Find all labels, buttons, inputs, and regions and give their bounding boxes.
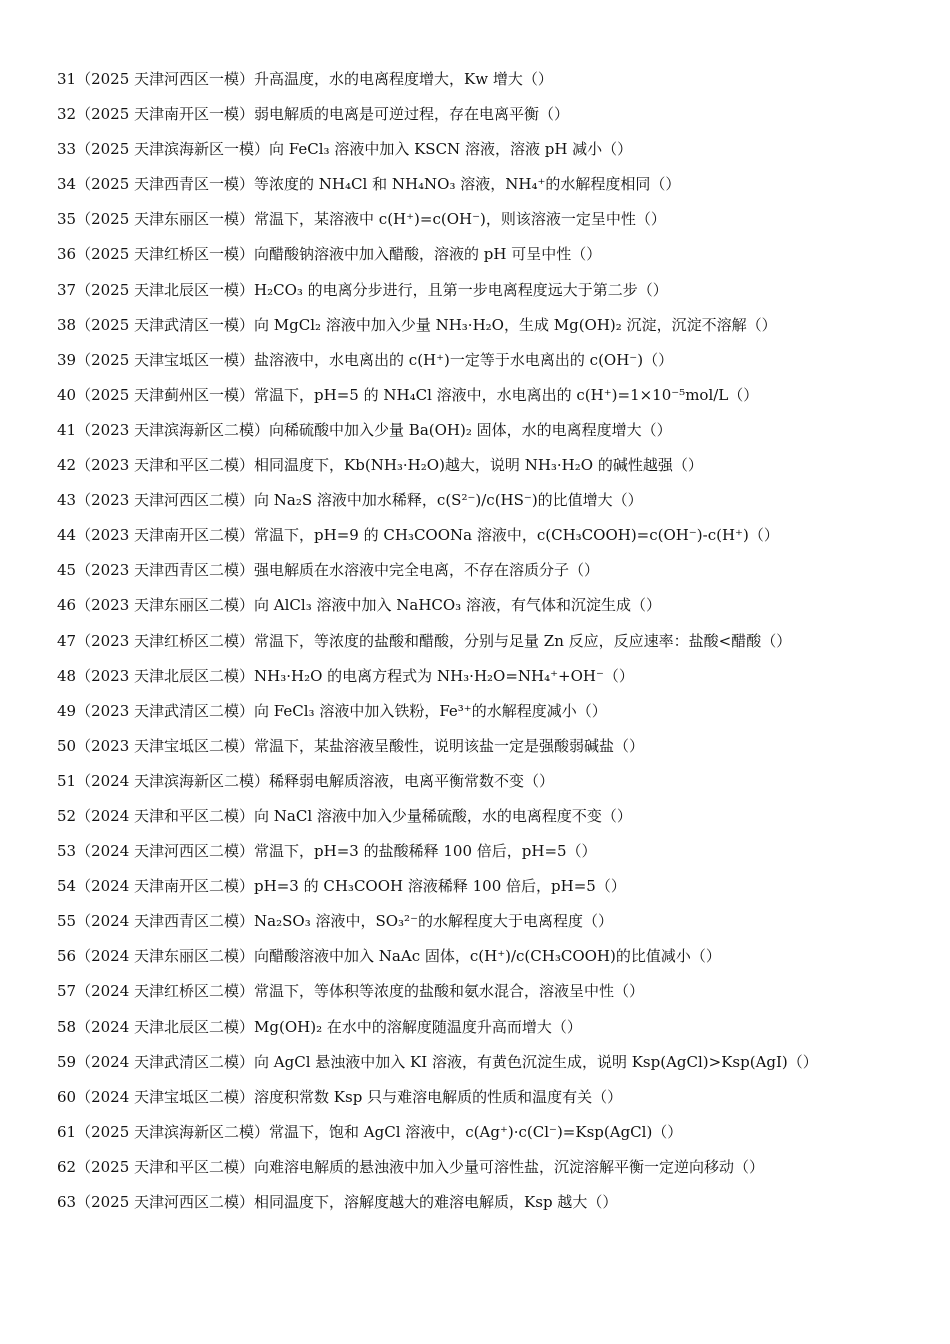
question-text: （2023 天津南开区二模）常温下，pH=9 的 CH₃COONa 溶液中，c(CH₃COOH)=c(OH⁻)-c(H⁺)（） bbox=[76, 526, 779, 545]
question-text: （2025 天津河西区一模）升高温度，水的电离程度增大，Kw 增大（） bbox=[76, 70, 553, 88]
question-text: （2024 天津红桥区二模）常温下，等体积等浓度的盐酸和氨水混合，溶液呈中性（） bbox=[76, 982, 645, 1001]
question-number: 60 bbox=[57, 1087, 77, 1106]
question-text: （2024 天津东丽区二模）向醋酸溶液中加入 NaAc 固体，c(H⁺)/c(CH₃COOH)的比值减小（） bbox=[76, 947, 721, 966]
question-text: （2023 天津滨海新区二模）向稀硫酸中加入少量 Ba(OH)₂ 固体，水的电离程度增大（） bbox=[76, 420, 672, 439]
question-item bbox=[57, 242, 917, 277]
question-item bbox=[57, 1085, 917, 1120]
question-number: 47 bbox=[57, 631, 77, 650]
question-text: （2023 天津宝坻区二模）常温下，某盐溶液呈酸性，说明该盐一定是强酸弱碱盐（） bbox=[76, 736, 645, 755]
question-list bbox=[57, 67, 917, 1225]
question-item bbox=[57, 1120, 917, 1155]
question-item bbox=[57, 804, 917, 839]
question-text: （2025 天津滨海新区一模）向 FeCl₃ 溶液中加入 KSCN 溶液，溶液 pH 减小（） bbox=[76, 140, 633, 159]
question-item bbox=[57, 172, 917, 207]
question-item bbox=[57, 558, 917, 593]
question-number: 58 bbox=[57, 1017, 77, 1036]
question-number: 61 bbox=[57, 1122, 77, 1141]
question-text: （2023 天津河西区二模）向 Na₂S 溶液中加水稀释，c(S²⁻)/c(HS⁻)的比值增大（） bbox=[76, 491, 643, 510]
question-number: 45 bbox=[57, 561, 77, 580]
question-item bbox=[57, 664, 917, 699]
question-number: 53 bbox=[57, 842, 77, 861]
question-item bbox=[57, 909, 917, 944]
question-number: 46 bbox=[57, 596, 77, 615]
question-item bbox=[57, 1050, 917, 1085]
question-number: 32 bbox=[57, 105, 77, 124]
question-item bbox=[57, 313, 917, 348]
question-text: （2023 天津北辰区二模）NH₃·H₂O 的电离方程式为 NH₃·H₂O=NH₄⁺+OH⁻（） bbox=[76, 666, 634, 685]
question-number: 55 bbox=[57, 912, 77, 931]
question-number: 56 bbox=[57, 947, 77, 966]
question-text: （2023 天津西青区二模）强电解质在水溶液中完全电离，不存在溶质分子（） bbox=[76, 561, 600, 580]
question-text: （2025 天津北辰区一模）H₂CO₃ 的电离分步进行，且第一步电离程度远大于第二步（） bbox=[76, 280, 668, 299]
question-text: （2024 天津宝坻区二模）溶度积常数 Ksp 只与难溶电解质的性质和温度有关（） bbox=[76, 1087, 623, 1106]
question-text: （2024 天津北辰区二模）Mg(OH)₂ 在水中的溶解度随温度升高而增大（） bbox=[76, 1017, 582, 1036]
question-text: （2023 天津红桥区二模）常温下，等浓度的盐酸和醋酸，分别与足量 Zn 反应，反应速率：盐酸<醋酸（） bbox=[76, 631, 792, 650]
question-item bbox=[57, 523, 917, 558]
question-number: 33 bbox=[57, 140, 77, 159]
question-text: （2023 天津东丽区二模）向 AlCl₃ 溶液中加入 NaHCO₃ 溶液，有气体和沉淀生成（） bbox=[76, 596, 661, 615]
question-text: （2025 天津和平区二模）向难溶电解质的悬浊液中加入少量可溶性盐，沉淀溶解平衡一定逆向移动（） bbox=[76, 1157, 765, 1176]
question-text: （2023 天津和平区二模）相同温度下，Kb(NH₃·H₂O)越大，说明 NH₃·H₂O 的碱性越强（） bbox=[76, 456, 703, 475]
question-text: （2025 天津红桥区一模）向醋酸钠溶液中加入醋酸，溶液的 pH 可呈中性（） bbox=[76, 245, 602, 264]
question-item bbox=[57, 418, 917, 453]
question-number: 63 bbox=[57, 1193, 77, 1211]
question-text: （2025 天津南开区一模）弱电解质的电离是可逆过程，存在电离平衡（） bbox=[76, 105, 570, 124]
question-number: 41 bbox=[57, 420, 77, 439]
question-number: 37 bbox=[57, 280, 77, 299]
question-item bbox=[57, 734, 917, 769]
question-number: 59 bbox=[57, 1052, 77, 1071]
question-item bbox=[57, 102, 917, 137]
question-text: （2023 天津武清区二模）向 FeCl₃ 溶液中加入铁粉，Fe³⁺的水解程度减小（） bbox=[76, 701, 607, 720]
question-number: 44 bbox=[57, 526, 77, 545]
question-item bbox=[57, 383, 917, 418]
question-item bbox=[57, 67, 917, 102]
question-text: （2024 天津和平区二模）向 NaCl 溶液中加入少量稀硫酸，水的电离程度不变（） bbox=[76, 806, 632, 825]
question-item bbox=[57, 1190, 917, 1225]
question-item bbox=[57, 839, 917, 874]
question-number: 49 bbox=[57, 701, 77, 720]
question-number: 48 bbox=[57, 666, 77, 685]
question-number: 35 bbox=[57, 210, 77, 229]
question-item bbox=[57, 207, 917, 242]
question-number: 57 bbox=[57, 982, 77, 1001]
question-item bbox=[57, 769, 917, 804]
question-number: 39 bbox=[57, 350, 77, 369]
question-item bbox=[57, 593, 917, 628]
question-number: 52 bbox=[57, 806, 77, 825]
question-text: （2025 天津东丽区一模）常温下，某溶液中 c(H⁺)=c(OH⁻)，则该溶液一定呈中性（） bbox=[76, 210, 666, 229]
question-number: 34 bbox=[57, 175, 77, 194]
question-text: （2025 天津武清区一模）向 MgCl₂ 溶液中加入少量 NH₃·H₂O，生成 Mg(OH)₂ 沉淀，沉淀不溶解（） bbox=[76, 315, 777, 334]
question-item bbox=[57, 979, 917, 1014]
question-number: 51 bbox=[57, 771, 77, 790]
question-text: （2025 天津河西区二模）相同温度下，溶解度越大的难溶电解质，Ksp 越大（） bbox=[76, 1193, 618, 1211]
question-item bbox=[57, 137, 917, 172]
question-number: 43 bbox=[57, 491, 77, 510]
question-text: （2024 天津西青区二模）Na₂SO₃ 溶液中，SO₃²⁻的水解程度大于电离程度（） bbox=[76, 912, 613, 931]
question-number: 38 bbox=[57, 315, 77, 334]
question-item bbox=[57, 944, 917, 979]
question-text: （2025 天津滨海新区二模）常温下，饱和 AgCl 溶液中，c(Ag⁺)·c(Cl⁻)=Ksp(AgCl)（） bbox=[76, 1122, 683, 1141]
question-item bbox=[57, 1015, 917, 1050]
question-number: 40 bbox=[57, 385, 77, 404]
question-text: （2024 天津南开区二模）pH=3 的 CH₃COOH 溶液稀释 100 倍后，pH=5（） bbox=[76, 877, 626, 896]
question-number: 31 bbox=[57, 70, 77, 88]
question-text: （2024 天津滨海新区二模）稀释弱电解质溶液，电离平衡常数不变（） bbox=[76, 771, 555, 790]
question-item bbox=[57, 348, 917, 383]
question-text: （2025 天津蓟州区一模）常温下，pH=5 的 NH₄Cl 溶液中，水电离出的 c(H⁺)=1×10⁻⁵mol/L（） bbox=[76, 385, 759, 404]
question-text: （2024 天津武清区二模）向 AgCl 悬浊液中加入 KI 溶液，有黄色沉淀生成，说明 Ksp(AgCl)>Ksp(AgI)（） bbox=[76, 1052, 818, 1071]
question-item bbox=[57, 278, 917, 313]
question-number: 36 bbox=[57, 245, 77, 264]
question-number: 54 bbox=[57, 877, 77, 896]
question-item bbox=[57, 874, 917, 909]
question-text: （2025 天津西青区一模）等浓度的 NH₄Cl 和 NH₄NO₃ 溶液，NH₄⁺的水解程度相同（） bbox=[76, 175, 681, 194]
question-number: 42 bbox=[57, 456, 77, 475]
question-item bbox=[57, 1155, 917, 1190]
question-item bbox=[57, 453, 917, 488]
question-item bbox=[57, 699, 917, 734]
question-item bbox=[57, 488, 917, 523]
question-item bbox=[57, 629, 917, 664]
question-number: 50 bbox=[57, 736, 77, 755]
question-text: （2025 天津宝坻区一模）盐溶液中，水电离出的 c(H⁺)一定等于水电离出的 c(OH⁻)（） bbox=[76, 350, 674, 369]
question-text: （2024 天津河西区二模）常温下，pH=3 的盐酸稀释 100 倍后，pH=5（） bbox=[76, 842, 597, 861]
question-number: 62 bbox=[57, 1157, 77, 1176]
